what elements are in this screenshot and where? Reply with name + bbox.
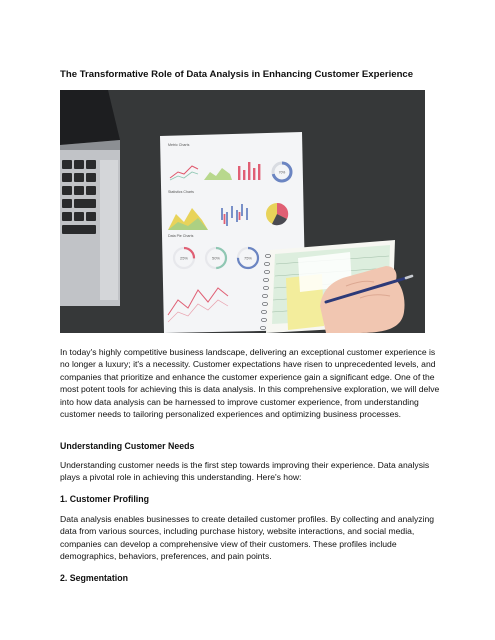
subheading-customer-profiling: 1. Customer Profiling	[60, 494, 149, 504]
desk-analytics-illustration	[60, 90, 425, 333]
paragraph-customer-profiling: Data analysis enables businesses to create detailed customer profiles. By collecting and analyzing data from various sources, including purchase history, website interactions, and social media, companies can develop a comprehensive view of their customers. These profiles include demographics, behaviors, preferences, and pain points.	[60, 514, 435, 562]
section-heading-understanding-customer-needs: Understanding Customer Needs	[60, 441, 195, 451]
hero-photo	[60, 90, 425, 333]
donut-label-50: 50%	[211, 255, 221, 261]
intro-paragraph: In today's highly competitive business landscape, delivering an exceptional customer experience is no longer a luxury; it's a necessity. Customer expectations have risen to unprecedented levels, and companies that prioritize and enhance the customer experience gain a significant edge. One of the most potent tools for achieving this is data analysis. In this comprehensive exploration, we will delve into how data analysis can be harnessed to improve customer experience, from understanding customer needs to tailoring personalized experiences and optimizing business processes.	[60, 347, 440, 420]
donut-label-75: 75%	[243, 255, 253, 261]
mini-donut-label: 70%	[278, 170, 286, 175]
section-paragraph-understanding: Understanding customer needs is the first step towards improving their experience. Data analysis plays a pivotal role in achieving this understanding. Here's how:	[60, 460, 430, 483]
document-title: The Transformative Role of Data Analysis in Enhancing Customer Experience	[60, 69, 414, 80]
donut-label-25: 25%	[179, 255, 189, 261]
svg-text:Statistics Charts: Statistics Charts	[168, 190, 194, 194]
svg-text:Data Pie Charts: Data Pie Charts	[168, 234, 194, 238]
laptop-icon	[60, 90, 120, 306]
svg-text:Metric Charts: Metric Charts	[168, 143, 190, 147]
subheading-segmentation: 2. Segmentation	[60, 573, 128, 583]
